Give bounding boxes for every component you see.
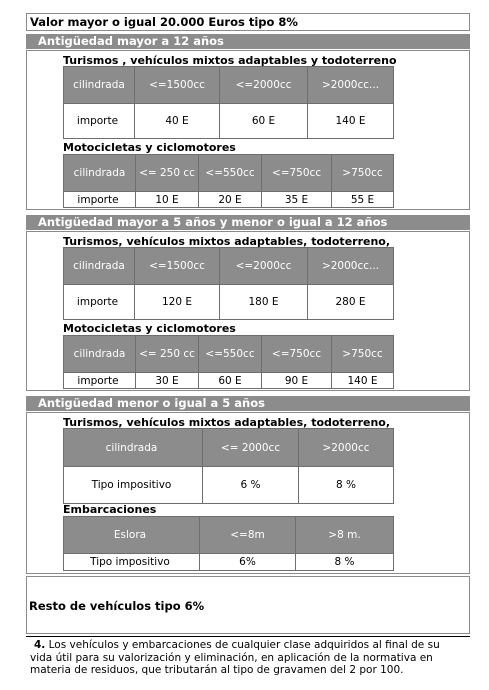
value-cell: 6 % [203, 467, 299, 504]
footnote [30, 639, 470, 677]
header-cell: <=550cc [199, 336, 262, 373]
header-cell: <=750cc [262, 155, 332, 192]
header-cell: >2000cc... [308, 248, 394, 285]
cars-table [63, 247, 394, 320]
header-cell: <=8m [200, 517, 296, 554]
section-bar-label: Antigüedad menor o igual a 5 años [38, 396, 265, 410]
moto-title: Motocicletas y ciclomotores [63, 322, 236, 335]
header-cell: <=2000cc [220, 67, 308, 104]
boats-title: Embarcaciones [63, 503, 157, 516]
value-cell: 120 E [135, 285, 220, 320]
header-cell: cilindrada [64, 336, 136, 373]
section-bar-under-5 [26, 396, 470, 411]
header-cell: <=2000cc [220, 248, 308, 285]
footnote-line-1 [30, 639, 470, 652]
header-cell: >750cc [332, 155, 394, 192]
value-cell: 8 % [299, 467, 394, 504]
header-cell: >750cc [332, 336, 394, 373]
section-bar-over-12 [26, 34, 470, 49]
footnote-text: Los vehículos y embarcaciones de cualquier clase adquiridos al final de su [48, 639, 440, 651]
header-cell: <=550cc [199, 155, 262, 192]
value-cell: 280 E [308, 285, 394, 320]
header-cell: Eslora [64, 517, 200, 554]
moto-table [63, 154, 394, 208]
row-label: importe [64, 104, 135, 139]
value-cell: 6% [200, 554, 296, 571]
rest-title: Resto de vehículos tipo 6% [29, 599, 205, 613]
footnote-line-2: vida útil para su valorización y eliminación, en aplicación de la normativa en [30, 651, 433, 664]
header-cell: <= 250 cc [136, 155, 199, 192]
section-bar-label: Antigüedad mayor a 12 años [38, 34, 224, 48]
value-cell: 10 E [136, 192, 199, 208]
value-cell: 55 E [332, 192, 394, 208]
header-cell: >2000cc... [308, 67, 394, 104]
value-cell: 60 E [199, 373, 262, 389]
moto-table [63, 335, 394, 389]
value-cell: 20 E [199, 192, 262, 208]
footnote-rule [26, 636, 470, 637]
header-cell: <= 250 cc [136, 336, 199, 373]
row-label: Tipo impositivo [64, 467, 203, 504]
header-box [26, 13, 470, 31]
row-label: Tipo impositivo [64, 554, 200, 571]
header-cell: cilindrada [64, 67, 135, 104]
header-cell: cilindrada [64, 429, 203, 467]
section-bar-label: Antigüedad mayor a 5 años y menor o igual a 12 años [38, 215, 388, 229]
footnote-line-3: materia de residuos, que tributarán al tipo de gravamen del 2 por 100. [30, 664, 404, 676]
value-cell: 60 E [220, 104, 308, 139]
rest-box [26, 576, 470, 634]
value-cell: 90 E [262, 373, 332, 389]
header-cell: <= 2000cc [203, 429, 299, 467]
boats-table [63, 516, 394, 571]
value-cell: 8 % [296, 554, 394, 571]
section-bar-5-to-12 [26, 215, 470, 230]
row-label: importe [64, 285, 135, 320]
value-cell: 140 E [332, 373, 394, 389]
cars-table [63, 66, 394, 139]
header-cell: >2000cc [299, 429, 394, 467]
value-cell: 35 E [262, 192, 332, 208]
cars-title: Turismos, vehículos mixtos adaptables, todoterreno, [63, 235, 391, 248]
value-cell: 30 E [136, 373, 199, 389]
moto-title: Motocicletas y ciclomotores [63, 141, 236, 154]
value-cell: 140 E [308, 104, 394, 139]
footnote-number: 4. [34, 639, 46, 651]
row-label: importe [64, 192, 136, 208]
header-cell: cilindrada [64, 248, 135, 285]
header-cell: >8 m. [296, 517, 394, 554]
header-cell: cilindrada [64, 155, 136, 192]
cars-title: Turismos , vehículos mixtos adaptables y todoterreno [63, 54, 397, 67]
value-cell: 180 E [220, 285, 308, 320]
header-cell: <=750cc [262, 336, 332, 373]
header-title: Valor mayor o igual 20.000 Euros tipo 8% [30, 15, 298, 29]
value-cell: 40 E [135, 104, 220, 139]
header-cell: <=1500cc [135, 67, 220, 104]
cars-table [63, 428, 394, 504]
row-label: importe [64, 373, 136, 389]
cars-title: Turismos, vehículos mixtos adaptables, todoterreno, [63, 416, 391, 429]
header-cell: <=1500cc [135, 248, 220, 285]
